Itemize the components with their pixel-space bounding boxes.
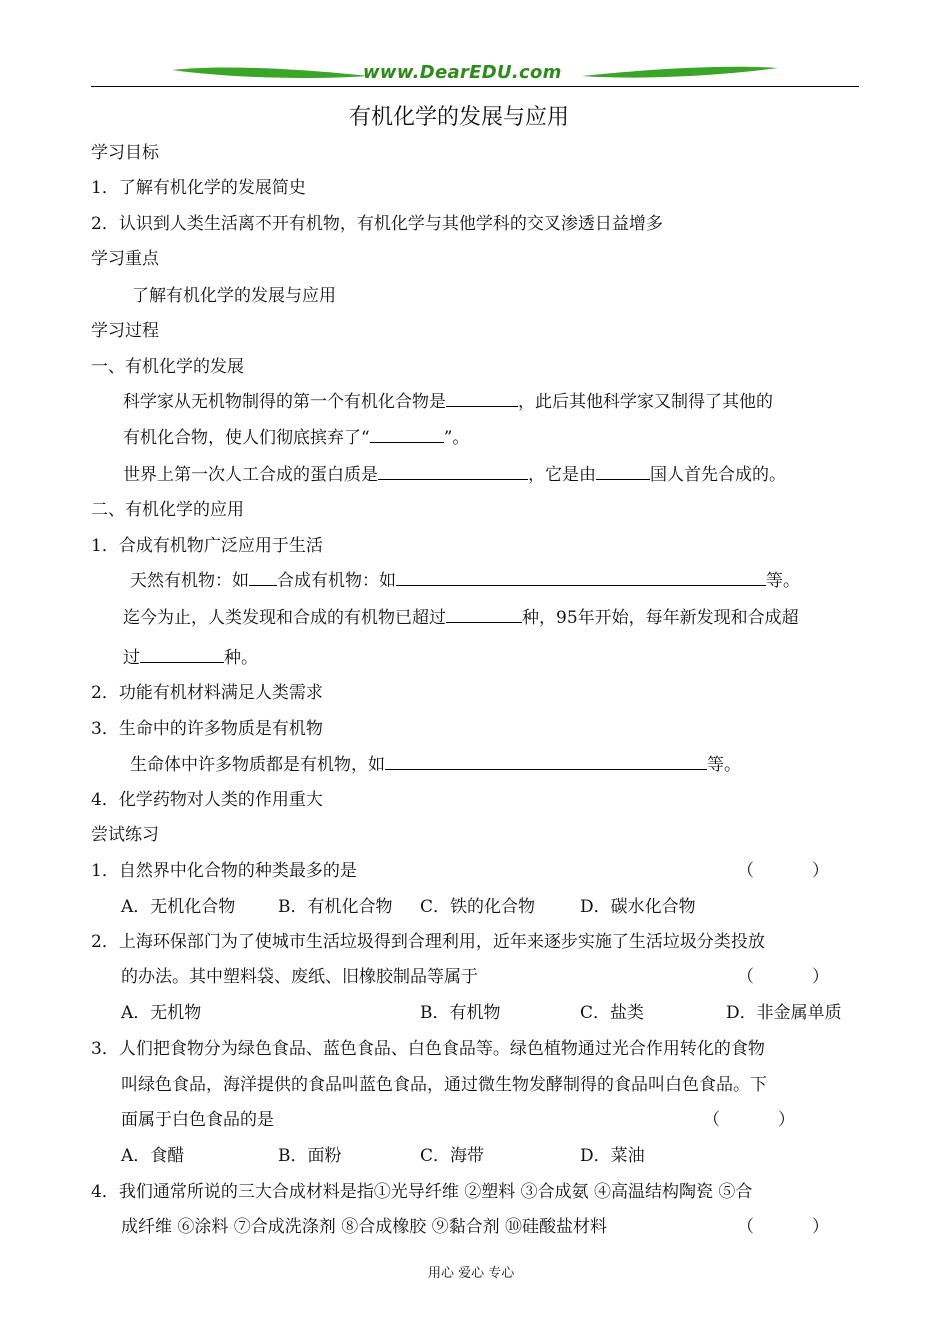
- text: ，它是由: [528, 465, 596, 485]
- text: 种。: [224, 648, 258, 668]
- section-2-item-1: 1．合成有机物广泛应用于生活: [91, 536, 323, 556]
- fill-blank[interactable]: [596, 462, 650, 480]
- paren-left: （: [737, 967, 754, 987]
- text: 科学家从无机物制得的第一个有机化合物是: [123, 392, 446, 412]
- text: 国人首先合成的。: [650, 465, 786, 485]
- answer-paren[interactable]: [737, 964, 829, 990]
- q1-option-d[interactable]: D．碳水化合物: [580, 897, 696, 917]
- text: 有机化合物，使人们彻底摈弃了“: [123, 428, 370, 448]
- text: 天然有机物：如: [130, 571, 249, 591]
- fill-blank[interactable]: [370, 425, 444, 443]
- fill-blank[interactable]: [396, 568, 766, 586]
- text: 过: [123, 648, 140, 668]
- question-3-line-3: 面属于白色食品的是: [121, 1110, 274, 1130]
- paren-left: （: [737, 1217, 754, 1237]
- section-1-para-1-line-2: [123, 425, 469, 451]
- fill-blank[interactable]: [140, 645, 224, 663]
- text: 世界上第一次人工合成的蛋白质是: [123, 465, 378, 485]
- question-1: 1．自然界中化合物的种类最多的是: [91, 861, 357, 881]
- question-2-line-2: 的办法。其中塑料袋、废纸、旧橡胶制品等属于: [121, 967, 478, 987]
- section-1-para-1-line-1: [123, 389, 773, 415]
- section-1-heading: 一、有机化学的发展: [91, 357, 244, 377]
- question-4-line-1: 4．我们通常所说的三大合成材料是指①光导纤维 ②塑料 ③合成氨 ④高温结构陶瓷 ⑤合: [91, 1182, 753, 1202]
- site-logo: [170, 60, 780, 88]
- paren-left: （: [703, 1110, 720, 1130]
- q1-option-c[interactable]: C．铁的化合物: [420, 897, 536, 917]
- q3-option-a[interactable]: A．食醋: [121, 1146, 185, 1166]
- text: 迄今为止，人类发现和合成的有机物已超过: [123, 608, 446, 628]
- paren-right: ）: [812, 1217, 829, 1237]
- section-2-item-2: 2．功能有机材料满足人类需求: [91, 683, 323, 703]
- process-heading: 学习过程: [91, 321, 159, 341]
- text: 等。: [766, 571, 800, 591]
- section-2-para-2-line-1: [123, 605, 799, 631]
- fill-blank[interactable]: [385, 752, 707, 770]
- objectives-heading: 学习目标: [91, 143, 159, 163]
- question-2-line-1: 2．上海环保部门为了使城市生活垃圾得到合理利用，近年来逐步实施了生活垃圾分类投放: [91, 932, 765, 952]
- q3-option-b[interactable]: B．面粉: [278, 1146, 342, 1166]
- q3-option-c[interactable]: C．海带: [420, 1146, 485, 1166]
- paren-right: ）: [812, 861, 829, 881]
- paren-right: ）: [812, 967, 829, 987]
- practice-heading: 尝试练习: [91, 825, 159, 845]
- paren-right: ）: [778, 1110, 795, 1130]
- q2-option-b[interactable]: B．有机物: [420, 1003, 501, 1023]
- fill-blank[interactable]: [378, 462, 528, 480]
- q2-option-a[interactable]: A．无机物: [121, 1003, 202, 1023]
- fill-blank[interactable]: [249, 568, 277, 586]
- logo-text: www.DearEDU.com: [363, 62, 562, 83]
- answer-paren[interactable]: [737, 1214, 829, 1240]
- key-text: 了解有机化学的发展与应用: [132, 286, 336, 306]
- question-4-line-2: 成纤维 ⑥涂料 ⑦合成洗涤剂 ⑧合成橡胶 ⑨黏合剂 ⑩硅酸盐材料: [121, 1217, 608, 1237]
- text: 合成有机物：如: [277, 571, 396, 591]
- objective-2: 2．认识到人类生活离不开有机物，有机化学与其他学科的交叉渗透日益增多: [91, 214, 663, 234]
- logo-swoosh-right-icon: [580, 62, 780, 86]
- text: 等。: [707, 755, 741, 775]
- objective-1: 1．了解有机化学的发展简史: [91, 178, 306, 198]
- fill-blank[interactable]: [446, 389, 518, 407]
- question-3-line-2: 叫绿色食品，海洋提供的食品叫蓝色食品，通过微生物发酵制得的食品叫白色食品。下: [121, 1075, 767, 1095]
- section-2-item-4: 4．化学药物对人类的作用重大: [91, 790, 323, 810]
- text: ，此后其他科学家又制得了其他的: [518, 392, 773, 412]
- q1-option-a[interactable]: A．无机化合物: [121, 897, 236, 917]
- section-1-para-2: [123, 462, 786, 488]
- section-2-heading: 二、有机化学的应用: [91, 500, 244, 520]
- section-2-para-2-line-2: [123, 645, 258, 671]
- text: 生命体中许多物质都是有机物，如: [130, 755, 385, 775]
- page-title: 有机化学的发展与应用: [349, 105, 570, 130]
- text: 种，95年开始，每年新发现和合成超: [522, 608, 799, 628]
- q3-option-d[interactable]: D．菜油: [580, 1146, 645, 1166]
- answer-paren[interactable]: [703, 1107, 795, 1133]
- page-footer: 用心 爱心 专心: [428, 1266, 515, 1281]
- key-heading: 学习重点: [91, 249, 159, 269]
- section-2-item-3: 3．生命中的许多物质是有机物: [91, 719, 323, 739]
- q2-option-d[interactable]: D．非金属单质: [726, 1003, 842, 1023]
- question-3-line-1: 3．人们把食物分为绿色食品、蓝色食品、白色食品等。绿色植物通过光合作用转化的食物: [91, 1039, 765, 1059]
- answer-paren[interactable]: [737, 858, 829, 884]
- text: ”。: [443, 428, 470, 448]
- header-rule: [91, 86, 859, 87]
- section-2-organics-line: [130, 568, 800, 594]
- section-2-item-3-text: [130, 752, 741, 778]
- paren-left: （: [737, 861, 754, 881]
- q1-option-b[interactable]: B．有机化合物: [278, 897, 393, 917]
- q2-option-c[interactable]: C．盐类: [580, 1003, 645, 1023]
- fill-blank[interactable]: [446, 605, 522, 623]
- logo-swoosh-left-icon: [170, 62, 370, 86]
